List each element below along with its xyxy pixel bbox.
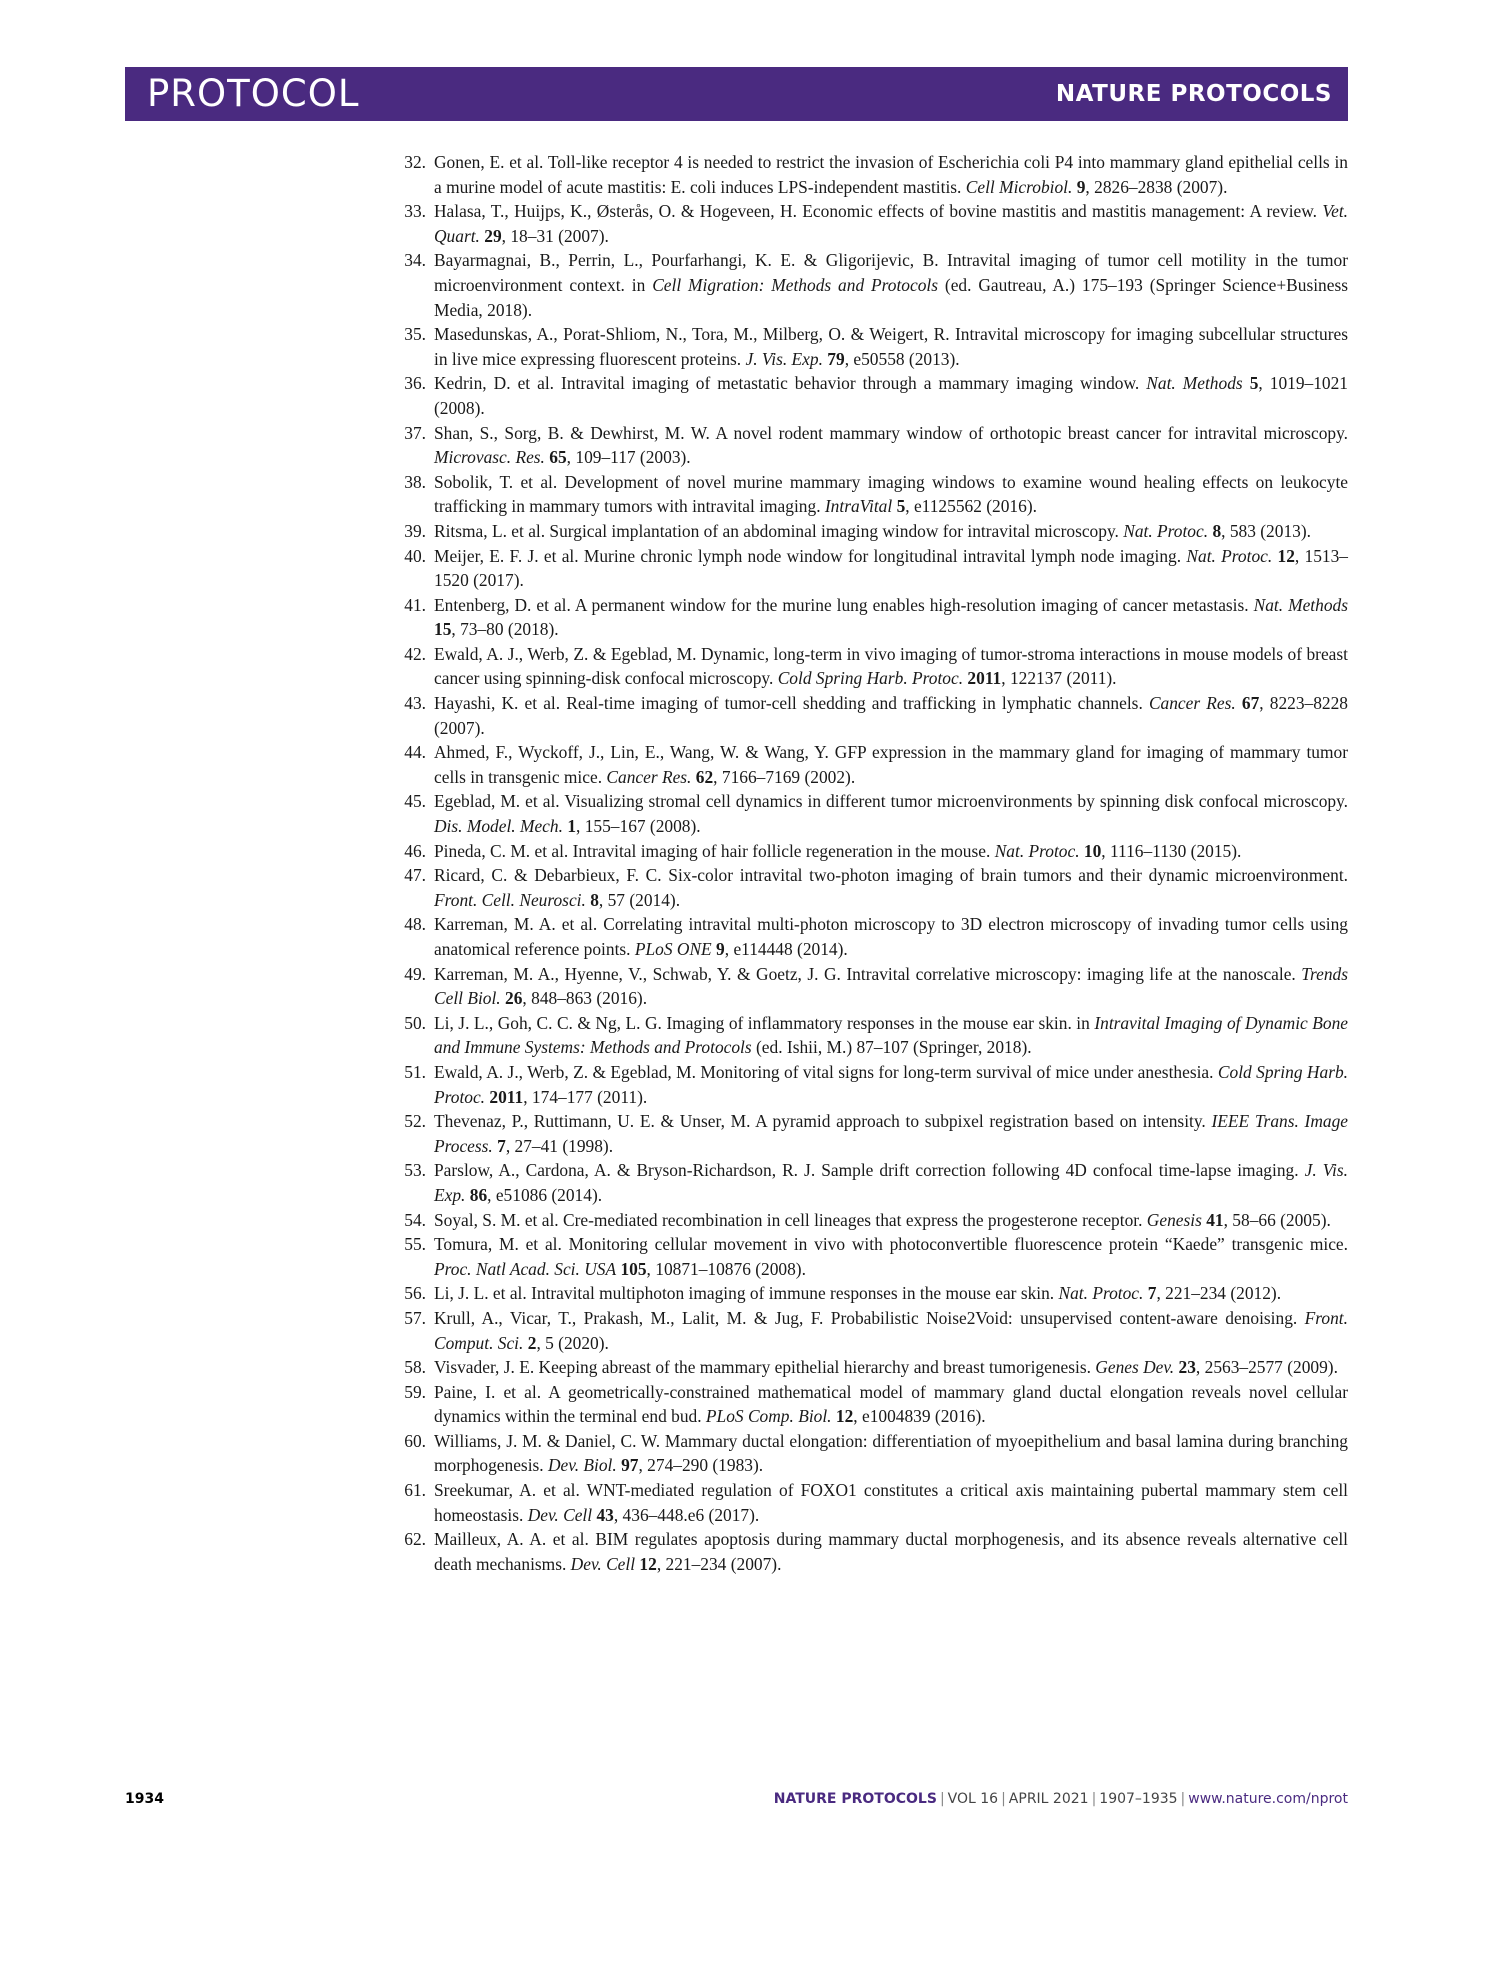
reference-number: 47. (404, 865, 426, 886)
reference-item (396, 1306, 1348, 1355)
reference-number: 40. (404, 545, 426, 566)
reference-source: Proc. Natl Acad. Sci. USA (434, 1258, 617, 1279)
reference-source: Cold Spring Harb. Protoc. (777, 668, 964, 689)
reference-volume: 65 (549, 447, 567, 468)
reference-item (396, 1060, 1348, 1109)
reference-number: 44. (404, 742, 426, 763)
reference-text: , e1004839 (2016). (853, 1406, 986, 1427)
reference-text: Ewald, A. J., Werb, Z. & Egeblad, M. Dynamic, long-term in vivo imaging of tumor-stroma interactions in mouse models of breast cancer using spinning-disk confocal microscopy. (434, 643, 1348, 689)
reference-text: Li, J. L. et al. Intravital multiphoton imaging of immune responses in the mouse ear skin. (434, 1283, 1059, 1304)
reference-text: , 1019–1021 (2008). (434, 373, 1349, 418)
reference-item (396, 691, 1348, 740)
reference-text: Mailleux, A. A. et al. BIM regulates apoptosis during mammary ductal morphogenesis, and its absence reveals alternative cell death mechanisms. (434, 1529, 1348, 1574)
reference-number: 52. (404, 1111, 426, 1132)
reference-text: , 27–41 (1998). (505, 1135, 614, 1156)
reference-source: Genesis (1146, 1209, 1202, 1230)
reference-number: 61. (404, 1480, 426, 1501)
reference-text: , 73–80 (2018). (451, 619, 559, 640)
reference-text: Egeblad, M. et al. Visualizing stromal cell dynamics in different tumor microenvironments by spinning disk confocal microscopy. (434, 791, 1348, 812)
reference-item (396, 1429, 1348, 1478)
reference-text: Karreman, M. A. et al. Correlating intravital multi-photon microscopy to 3D electron microscopy of invading tumor cells using anatomical reference points. (434, 914, 1348, 959)
reference-number: 59. (404, 1381, 426, 1402)
reference-source: Dev. Cell (570, 1553, 636, 1574)
reference-source: Intravital Imaging of Dynamic Bone and Immune Systems: Methods and Protocols (434, 1012, 1348, 1058)
reference-text: , 122137 (2011). (1001, 668, 1117, 689)
reference-text: Sreekumar, A. et al. WNT-mediated regulation of FOXO1 constitutes a critical axis maintaining pubertal mammary stem cell homeostasis. (434, 1480, 1348, 1525)
footer-volume: VOL 16 (947, 1791, 999, 1807)
reference-number: 54. (404, 1209, 426, 1230)
reference-source: Nat. Protoc. (994, 840, 1080, 861)
reference-text: Karreman, M. A., Hyenne, V., Schwab, Y. & Goetz, J. G. Intravital correlative microscopy: imaging life at the nanoscale. (434, 963, 1302, 984)
reference-text: , 221–234 (2007). (656, 1553, 782, 1574)
reference-volume: 2011 (967, 668, 1002, 689)
reference-text: , 10871–10876 (2008). (646, 1258, 806, 1279)
reference-source: Trends Cell Biol. (434, 963, 1348, 1009)
reference-volume: 5 (1249, 373, 1259, 394)
reference-item (396, 1478, 1348, 1527)
reference-source: Cell Microbiol. (965, 176, 1073, 197)
reference-volume: 9 (1076, 176, 1086, 197)
reference-volume: 5 (896, 496, 906, 517)
reference-number: 53. (404, 1160, 426, 1181)
reference-text: Bayarmagnai, B., Perrin, L., Pourfarhangi, K. E. & Gligorijevic, B. Intravital imaging of tumor cell motility in the tumor microenvironment context. in (434, 250, 1348, 295)
reference-text: Sobolik, T. et al. Development of novel murine mammary imaging windows to examine wound healing effects on leukocyte trafficking in mammary tumors with intravital imaging. (434, 471, 1348, 517)
reference-volume: 86 (469, 1184, 488, 1205)
reference-item (396, 1232, 1348, 1281)
reference-volume: 8 (590, 889, 599, 910)
reference-text: , e50558 (2013). (844, 348, 960, 369)
reference-number: 43. (404, 693, 426, 714)
reference-volume: 62 (695, 766, 714, 787)
reference-text: Masedunskas, A., Porat-Shliom, N., Tora, M., Milberg, O. & Weigert, R. Intravital microscopy for imaging subcellular structures in live mice expressing fluorescent proteins. (434, 324, 1348, 369)
reference-source: Dis. Model. Mech. (434, 816, 563, 837)
reference-number: 62. (404, 1529, 426, 1550)
reference-text: (ed. Gautreau, A.) 175–193 (Springer Science+Business Media, 2018). (434, 274, 1348, 320)
reference-source: Dev. Biol. (548, 1455, 617, 1476)
reference-source: Nat. Protoc. (1186, 545, 1273, 566)
reference-source: Vet. Quart. (434, 201, 1348, 246)
reference-volume: 7 (1147, 1283, 1157, 1304)
reference-source: IntraVital (824, 496, 893, 517)
reference-number: 33. (404, 201, 426, 222)
page-footer (125, 1791, 1348, 1815)
reference-text: Ewald, A. J., Werb, Z. & Egeblad, M. Monitoring of vital signs for long-term survival of mice under anesthesia. (434, 1061, 1218, 1082)
reference-text: Parslow, A., Cardona, A. & Bryson-Richardson, R. J. Sample drift correction following 4D confocal time-lapse imaging. (434, 1160, 1305, 1181)
reference-volume: 15 (434, 619, 452, 640)
reference-item (396, 642, 1348, 691)
reference-number: 39. (404, 520, 426, 541)
reference-source: Cell Migration: Methods and Protocols (652, 274, 939, 295)
reference-source: PLoS ONE (634, 939, 712, 959)
reference-volume: 97 (621, 1455, 639, 1476)
reference-text: Kedrin, D. et al. Intravital imaging of metastatic behavior through a mammary imaging window. (434, 373, 1147, 394)
reference-volume: 105 (620, 1258, 647, 1279)
reference-text: Paine, I. et al. A geometrically-constrained mathematical model of mammary gland ductal elongation reveals novel cellular dynamics within the terminal end bud. (434, 1381, 1348, 1427)
page-number: 1934 (125, 1791, 164, 1807)
reference-item (396, 544, 1348, 593)
reference-item (396, 421, 1348, 470)
reference-volume: 43 (596, 1504, 614, 1525)
reference-text: Soyal, S. M. et al. Cre-mediated recombination in cell lineages that express the progesterone receptor. (434, 1209, 1147, 1230)
reference-text: , 274–290 (1983). (638, 1455, 764, 1476)
reference-source: PLoS Comp. Biol. (705, 1406, 832, 1427)
footer-separator: | (939, 1791, 945, 1807)
reference-text: , 8223–8228 (2007). (434, 693, 1349, 738)
reference-number: 36. (404, 373, 426, 394)
reference-text: Visvader, J. E. Keeping abreast of the mammary epithelial hierarchy and breast tumorigenesis. (434, 1357, 1096, 1378)
reference-text: Entenberg, D. et al. A permanent window for the murine lung enables high-resolution imaging of cancer metastasis. (434, 594, 1254, 615)
reference-source: Cancer Res. (606, 766, 692, 787)
reference-item (396, 839, 1348, 864)
reference-item (396, 1355, 1348, 1380)
reference-volume: 8 (1212, 520, 1222, 541)
reference-number: 34. (404, 250, 426, 271)
reference-source: J. Vis. Exp. (745, 348, 823, 369)
reference-number: 60. (404, 1430, 426, 1451)
reference-text: (ed. Ishii, M.) 87–107 (Springer, 2018). (751, 1037, 1032, 1058)
reference-volume: 12 (1277, 545, 1295, 566)
reference-volume: 10 (1083, 840, 1102, 861)
reference-item (396, 322, 1348, 371)
reference-volume: 2011 (489, 1086, 524, 1107)
reference-number: 58. (404, 1357, 426, 1378)
reference-text: Krull, A., Vicar, T., Prakash, M., Lalit, M. & Jug, F. Probabilistic Noise2Void: unsupervised content-aware denoising. (434, 1307, 1305, 1328)
reference-number: 42. (404, 643, 426, 664)
reference-text: , 2563–2577 (2009). (1195, 1357, 1338, 1378)
footer-citation (774, 1791, 1348, 1807)
reference-text: , 7166–7169 (2002). (713, 766, 856, 787)
reference-number: 35. (404, 324, 426, 345)
reference-source: IEEE Trans. Image Process. (434, 1111, 1348, 1156)
reference-source: Nat. Protoc. (1123, 520, 1209, 541)
reference-text: , e51086 (2014). (487, 1184, 603, 1205)
reference-source: Nat. Protoc. (1058, 1283, 1144, 1304)
reference-number: 32. (404, 152, 426, 172)
reference-volume: 29 (484, 225, 502, 246)
reference-text: , 1116–1130 (2015). (1101, 840, 1242, 861)
reference-text: , 436–448.e6 (2017). (613, 1504, 760, 1525)
footer-pages: 1907–1935 (1099, 1791, 1178, 1807)
reference-text: Shan, S., Sorg, B. & Dewhirst, M. W. A novel rodent mammary window of orthotopic breast cancer for intravital microscopy. (434, 422, 1348, 443)
footer-url-link[interactable]: www.nature.com/nprot (1188, 1791, 1348, 1807)
reference-text: Hayashi, K. et al. Real-time imaging of tumor-cell shedding and trafficking in lymphatic channels. (434, 693, 1149, 714)
reference-source: Front. Cell. Neurosci. (434, 889, 586, 910)
reference-list (396, 150, 1348, 1576)
reference-text: , 58–66 (2005). (1223, 1209, 1331, 1230)
reference-text: , 57 (2014). (598, 889, 681, 910)
reference-volume: 2 (527, 1332, 537, 1353)
reference-text: , e1125562 (2016). (905, 496, 1037, 517)
reference-volume: 7 (497, 1135, 506, 1156)
reference-text: , 18–31 (2007). (501, 225, 609, 246)
footer-journal: NATURE PROTOCOLS (773, 1791, 937, 1807)
reference-item (396, 1011, 1348, 1060)
reference-text: Thevenaz, P., Ruttimann, U. E. & Unser, M. A pyramid approach to subpixel registration based on intensity. (434, 1111, 1212, 1132)
reference-text: Tomura, M. et al. Monitoring cellular movement in vivo with photoconvertible fluorescence protein “Kaede” transgenic mice. (434, 1234, 1348, 1255)
reference-number: 37. (404, 422, 426, 443)
reference-source: Dev. Cell (527, 1504, 593, 1525)
reference-text: , 848–863 (2016). (522, 988, 648, 1009)
reference-item (396, 863, 1348, 912)
reference-item (396, 519, 1348, 544)
footer-date: APRIL 2021 (1008, 1791, 1089, 1807)
reference-volume: 23 (1178, 1357, 1196, 1378)
reference-text: , 221–234 (2012). (1156, 1283, 1282, 1304)
reference-source: Nat. Methods (1253, 594, 1348, 615)
reference-source: Nat. Methods (1146, 373, 1243, 394)
reference-number: 46. (404, 840, 426, 861)
reference-source: Genes Dev. (1095, 1357, 1175, 1378)
reference-item (396, 470, 1348, 519)
reference-volume: 12 (835, 1406, 854, 1427)
reference-item (396, 1527, 1348, 1576)
reference-text: Williams, J. M. & Daniel, C. W. Mammary ductal elongation: differentiation of myoepithelium and basal lamina during branching morphogenesis. (434, 1430, 1348, 1476)
reference-source: Microvasc. Res. (434, 447, 545, 468)
reference-item (396, 1109, 1348, 1158)
reference-number: 41. (404, 594, 426, 615)
journal-name: NATURE PROTOCOLS (1055, 81, 1332, 107)
reference-volume: 26 (505, 988, 523, 1009)
reference-volume: 1 (567, 816, 577, 837)
reference-volume: 41 (1206, 1209, 1224, 1230)
reference-text: , 109–117 (2003). (566, 447, 691, 468)
reference-item (396, 248, 1348, 322)
footer-separator: | (1091, 1791, 1097, 1807)
reference-text: , 583 (2013). (1221, 520, 1311, 541)
reference-item (396, 593, 1348, 642)
reference-number: 55. (404, 1234, 426, 1255)
reference-number: 48. (404, 914, 426, 935)
reference-text: , 155–167 (2008). (576, 816, 701, 837)
reference-number: 38. (404, 471, 426, 492)
reference-text (1243, 373, 1250, 393)
reference-source: Cancer Res. (1148, 693, 1236, 714)
reference-text: Li, J. L., Goh, C. C. & Ng, L. G. Imaging of inflammatory responses in the mouse ear skin. in (434, 1012, 1095, 1033)
reference-item (396, 962, 1348, 1011)
reference-text: Pineda, C. M. et al. Intravital imaging of hair follicle regeneration in the mouse. (434, 840, 995, 861)
reference-number: 50. (404, 1012, 426, 1033)
reference-item (396, 740, 1348, 789)
footer-separator: | (1180, 1791, 1186, 1807)
reference-source: Front. Comput. Sci. (434, 1307, 1348, 1353)
reference-volume: 79 (827, 348, 845, 369)
reference-item (396, 199, 1348, 248)
reference-text: , 5 (2020). (536, 1332, 609, 1353)
section-label: PROTOCOL (147, 72, 360, 115)
reference-source: Cold Spring Harb. Protoc. (434, 1061, 1349, 1107)
reference-number: 51. (404, 1061, 426, 1082)
reference-text: Ritsma, L. et al. Surgical implantation of an abdominal imaging window for intravital microscopy. (434, 520, 1124, 541)
reference-volume: 12 (639, 1553, 657, 1574)
header-banner (125, 67, 1348, 121)
reference-item (396, 1281, 1348, 1306)
reference-item (396, 1208, 1348, 1233)
reference-text: Gonen, E. et al. Toll-like receptor 4 is needed to restrict the invasion of Escherichia coli P4 into mammary gland epithelial cells in a murine model of acute mastitis: E. coli induces LPS-independent mastitis. (434, 152, 1348, 197)
reference-item (396, 371, 1348, 420)
reference-volume: 67 (1241, 693, 1260, 714)
footer-separator: | (1001, 1791, 1006, 1807)
reference-item (396, 1158, 1348, 1207)
reference-volume: 9 (716, 939, 725, 959)
reference-source: J. Vis. Exp. (434, 1160, 1348, 1205)
reference-text: Halasa, T., Huijps, K., Østerås, O. & Hogeveen, H. Economic effects of bovine mastitis and mastitis management: A review. (434, 201, 1323, 222)
reference-number: 56. (404, 1283, 426, 1304)
reference-text: , 174–177 (2011). (523, 1086, 648, 1107)
reference-text: Ahmed, F., Wyckoff, J., Lin, E., Wang, W. & Wang, Y. GFP expression in the mammary gland for imaging of mammary tumor cells in transgenic mice. (434, 742, 1348, 787)
reference-text: , e114448 (2014). (724, 939, 848, 959)
reference-text: , 2826–2838 (2007). (1085, 176, 1228, 197)
reference-item (396, 150, 1348, 199)
reference-item (396, 912, 1348, 961)
reference-text: Ricard, C. & Debarbieux, F. C. Six-color intravital two-photon imaging of brain tumors and their dynamic microenvironment. (434, 865, 1348, 886)
reference-item (396, 789, 1348, 838)
reference-number: 45. (404, 791, 426, 812)
reference-text: Meijer, E. F. J. et al. Murine chronic lymph node window for longitudinal intravital lymph node imaging. (434, 545, 1187, 566)
reference-number: 49. (404, 963, 426, 984)
reference-text: , 1513–1520 (2017). (434, 545, 1349, 591)
reference-item (396, 1380, 1348, 1429)
reference-number: 57. (404, 1307, 426, 1328)
